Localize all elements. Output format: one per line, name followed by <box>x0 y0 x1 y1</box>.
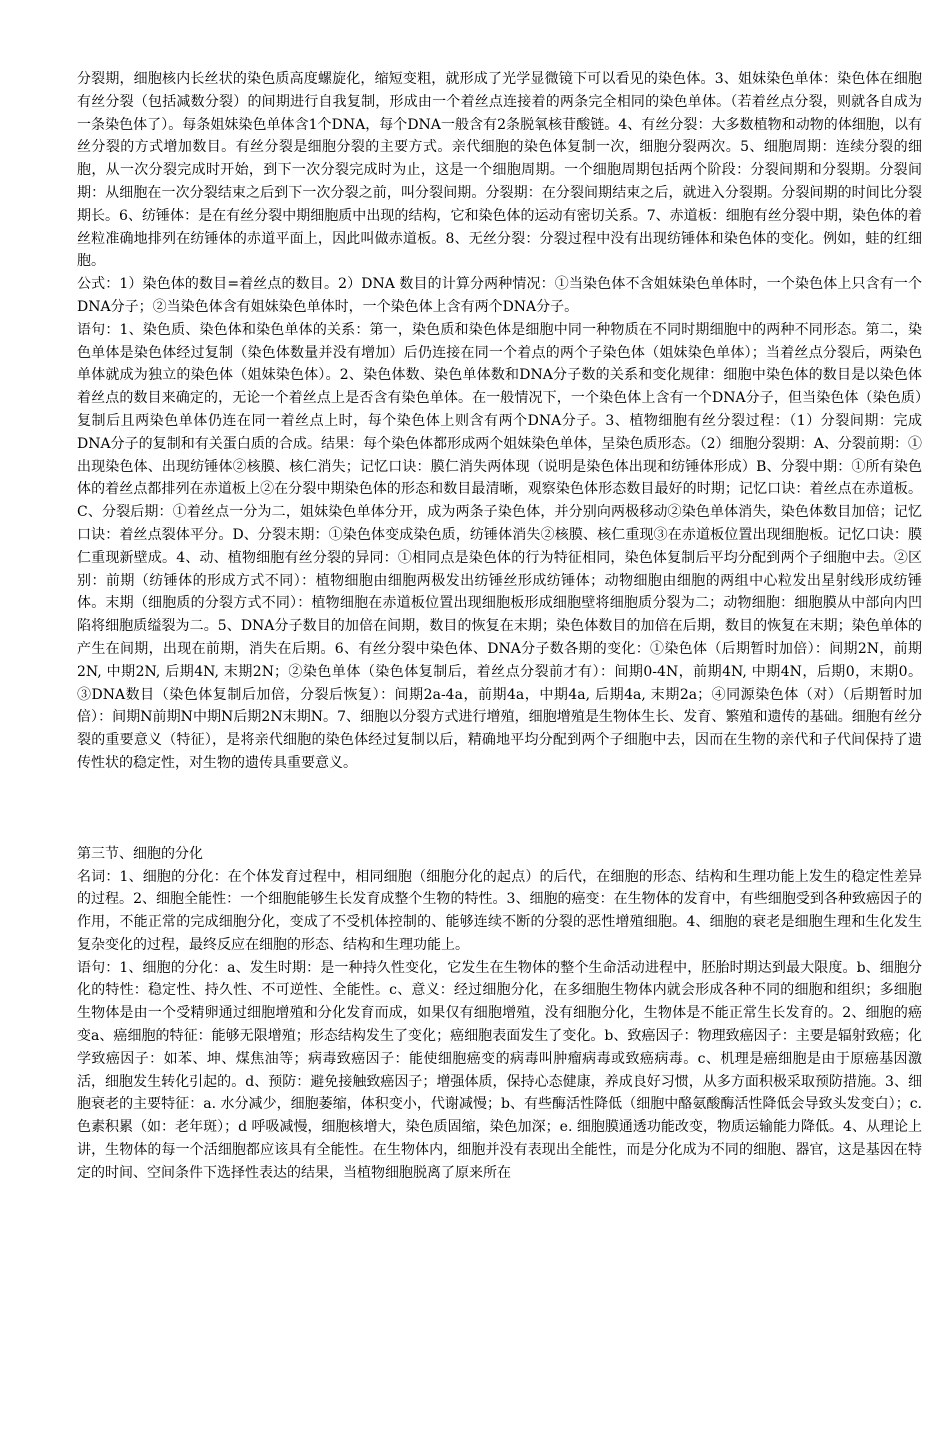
differentiation-statements-paragraph: 语句：1、细胞的分化：a、发生时期：是一种持久性变化，它发生在生物体的整个生命活动进程中，胚胎时期达到最大限度。b、细胞分化的特性：稳定性、持久性、不可逆性、全能性。c、意义：经过细胞分化，在多细胞生物体内就会形成各种不同的细胞和组织；多细胞生物体是由一个受精卵通过细胞增殖和分化发育而成，如果仅有细胞增殖，没有细胞分化，生物体是不能正常生长发育的。2、细胞的癌变a、癌细胞的特征：能够无限增殖；形态结构发生了变化；癌细胞表面发生了变化。b、致癌因子：物理致癌因子：主要是辐射致癌；化学致癌因子：如苯、坤、煤焦油等；病毒致癌因子：能使细胞癌变的病毒叫肿瘤病毒或致癌病毒。c、机理是癌细胞是由于原癌基因激活，细胞发生转化引起的。d、预防：避免接触致癌因子；增强体质，保持心态健康，养成良好习惯，从多方面积极采取预防措施。3、细胞衰老的主要特征：a. 水分减少，细胞萎缩，体积变小，代谢减慢；b、有些酶活性降低（细胞中酪氨酸酶活性降低会导致头发变白）；c. 色素积累（如：老年斑）；d 呼吸减慢，细胞核增大，染色质固缩，染色加深；e. 细胞膜通透功能改变，物质运输能力降低。4、从理论上讲，生物体的每一个活细胞都应该具有全能性。在生物体内，细胞并没有表现出全能性，而是分化成为不同的细胞、器官，这是基因在特定的时间、空间条件下选择性表达的结果，当植物细胞脱离了原来所在 <box>77 959 922 1181</box>
document-page <box>77 68 922 1185</box>
section-heading: 第三节、细胞的分化 <box>77 845 203 862</box>
formulas-paragraph: 公式：1）染色体的数目=着丝点的数目。2）DNA 数目的计算分两种情况：①当染色体不含姐妹染色单体时，一个染色体上只含有一个DNA分子；②当染色体含有姐妹染色单体时，一个染色体上含有两个DNA分子。 <box>77 276 922 315</box>
differentiation-definitions-paragraph: 名词：1、细胞的分化：在个体发育过程中，相同细胞（细胞分化的起点）的后代，在细胞的形态、结构和生理功能上发生的稳定性差异的过程。2、细胞全能性：一个细胞能够生长发育成整个生物的特性。3、细胞的癌变：在生物体的发育中，有些细胞受到各种致癌因子的作用，不能正常的完成细胞分化，变成了不受机体控制的、能够连续不断的分裂的恶性增殖细胞。4、细胞的衰老是细胞生理和生化发生复杂变化的过程，最终反应在细胞的形态、结构和生理功能上。 <box>77 868 922 953</box>
statements-paragraph: 语句：1、染色质、染色体和染色单体的关系：第一，染色质和染色体是细胞中同一种物质在不同时期细胞中的两种不同形态。第二，染色单体是染色体经过复制（染色体数量并没有增加）后仍连接在同一个着点的两个子染色体（姐妹染色单体）；当着丝点分裂后，两染色单体就成为独立的染色体（姐妹染色体）。2、染色体数、染色单体数和DNA分子数的关系和变化规律：细胞中染色体的数目是以染色体着丝点的数目来确定的，无论一个着丝点上是否含有染色单体。在一般情况下，一个染色体上含有一个DNA分子，但当染色体（染色质）复制后且两染色单体仍连在同一着丝点上时，每个染色体上则含有两个DNA分子。3、植物细胞有丝分裂过程：（1）分裂间期：完成DNA分子的复制和有关蛋白质的合成。结果：每个染色体都形成两个姐妹染色单体，呈染色质形态。（2）细胞分裂期：A、分裂前期：①出现染色体、出现纺锤体②核膜、核仁消失；记忆口诀：膜仁消失两体现（说明是染色体出现和纺锤体形成）B、分裂中期：①所有染色体的着丝点都排列在赤道板上②在分裂中期染色体的形态和数目最清晰，观察染色体形态数目最好的时期；记忆口诀：着丝点在赤道板。C、分裂后期：①着丝点一分为二，姐妹染色单体分开，成为两条子染色体，并分别向两极移动②染色单体消失，染色体数目加倍；记忆口诀：着丝点裂体平分。D、分裂末期：①染色体变成染色质，纺锤体消失②核膜、核仁重现③在赤道板位置出现细胞板。记忆口诀：膜仁重现新壁成。4、动、植物细胞有丝分裂的异同：①相同点是染色体的行为特征相同，染色体复制后平均分配到两个子细胞中去。②区别：前期（纺锤体的形成方式不同）：植物细胞由细胞两极发出纺锤丝形成纺锤体；动物细胞由细胞的两组中心粒发出星射线形成纺锤体。末期（细胞质的分裂方式不同）：植物细胞在赤道板位置出现细胞板形成细胞壁将细胞质分裂为二；动物细胞：细胞膜从中部向内凹陷将细胞质缢裂为二。5、DNA分子数目的加倍在间期，数目的恢复在末期；染色体数目的加倍在后期，数目的恢复在末期；染色单体的产生在间期，出现在前期，消失在后期。6、有丝分裂中染色体、DNA分子数各期的变化：①染色体（后期暂时加倍）：间期2N，前期2N, 中期2N, 后期4N, 末期2N；②染色单体（染色体复制后，着丝点分裂前才有）：间期0-4N，前期4N, 中期4N，后期0，末期0。③DNA数目（染色体复制后加倍，分裂后恢复）：间期2a-4a，前期4a，中期4a, 后期4a, 末期2a；④同源染色体（对）（后期暂时加倍）：间期N前期N中期N后期2N末期N。7、细胞以分裂方式进行增殖，细胞增殖是生物体生长、发育、繁殖和遗传的基础。细胞有丝分裂的重要意义（特征），是将亲代细胞的染色体经过复制以后，精确地平均分配到两个子细胞中去，因而在生物的亲代和子代间保持了遗传性状的稳定性，对生物的遗传具重要意义。 <box>77 321 922 771</box>
section-spacer <box>77 775 922 843</box>
definitions-paragraph: 分裂期，细胞核内长丝状的染色质高度螺旋化，缩短变粗，就形成了光学显微镜下可以看见的染色体。3、姐妹染色单体：染色体在细胞有丝分裂（包括减数分裂）的间期进行自我复制，形成由一个着丝点连接着的两条完全相同的染色单体。（若着丝点分裂，则就各自成为一条染色体了）。每条姐妹染色单体含1个DNA，每个DNA一般含有2条脱氧核苷酸链。4、有丝分裂：大多数植物和动物的体细胞，以有丝分裂的方式增加数目。有丝分裂是细胞分裂的主要方式。亲代细胞的染色体复制一次，细胞分裂两次。5、细胞周期：连续分裂的细胞，从一次分裂完成时开始，到下一次分裂完成时为止，这是一个细胞周期。一个细胞周期包括两个阶段：分裂间期和分裂期。分裂间期：从细胞在一次分裂结束之后到下一次分裂之前，叫分裂间期。分裂期：在分裂间期结束之后，就进入分裂期。分裂间期的时间比分裂期长。6、纺锤体：是在有丝分裂中期细胞质中出现的结构，它和染色体的运动有密切关系。7、赤道板：细胞有丝分裂中期，染色体的着丝粒准确地排列在纺锤体的赤道平面上，因此叫做赤道板。8、无丝分裂：分裂过程中没有出现纺锤体和染色体的变化。例如，蛙的红细胞。 <box>77 71 922 270</box>
